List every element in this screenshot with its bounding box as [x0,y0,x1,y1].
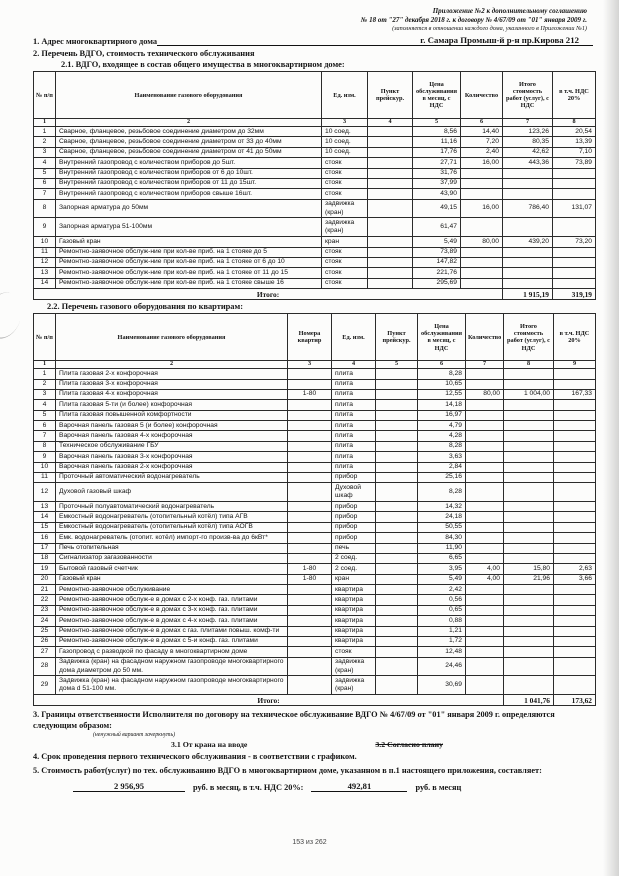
table-row: 4 Внутренний газопровод с количеством приборов до 5шт. стояк 27,71 16,00 443,36 73,89 [34,158,596,168]
table1-total-row [34,289,596,300]
common-property-table [33,71,596,300]
address-blank-line [157,45,412,46]
table-row: № п/п Наименование газового оборудования Номера квартир Ед. изм. Пункт прейскур. Цена обслуживания в месяц, с НДС Количество Итого стоимость работ (услуг), с НДС в т.ч. НДС 20% [34,314,596,361]
header-line-1: Приложение №2 к дополнительному соглашению [432,7,587,15]
table-row: 8 Техническое обслуживание ГБУ плита 8,28 [34,441,596,451]
vat-cost-value: 492,81 [311,781,407,792]
header-line-3: (заполняется в отношении каждого дома, указанного в Приложении №1) [392,24,587,32]
table-row: 16 Емк. водонагреватель (отопит. котёл) импорт-го произв-ва до 6кВт* прибор 84,30 [34,533,596,543]
section3-note: (ненужный вариант зачеркнуть) [93,732,176,739]
monthly-cost-value: 2 956,95 [73,781,185,792]
table-row: 7 Внутренний газопровод с количеством приборов свыше 16шт. стояк 43,90 [34,189,596,199]
address-label: 1. Адрес многоквартирного дома [33,37,158,47]
table2-total-value: 1 041,76 [504,695,554,706]
table-row: 18 Сигнализатор загазованности 2 соед. 6,65 [34,553,596,563]
table-row: 5 Плита газовая повышенной комфортности плита 16,97 [34,410,596,420]
table-row: 27 Газопровод с разводкой по фасаду в многоквартирном доме стояк 12,48 [34,647,596,657]
vat-suffix: руб. в месяц [415,782,462,792]
section4-text: 4. Срок проведения первого технического обслуживания - в соответствии с графиком. [33,752,357,762]
table-row: 23 Ремонтно-заявочное обслуж-е в домах с 3-х конф. газ. плитами квартира 0,65 [34,605,596,615]
table-row: 2 Сварное, фланцевое, резьбовое соединение диаметром от 33 до 40мм 10 соед. 11,16 7,20 80,35 13,39 [34,137,596,147]
table-row: 6 Варочная панель газовая 5 (и более) конфорочная плита 4,79 [34,421,596,431]
table-row: 17 Печь отопительная печь 11,90 [34,543,596,553]
table-row: 3 Плита газовая 4-х конфорочная 1-80 плита 12,55 80,00 1 004,00 167,33 [34,389,596,399]
table-row: 25 Ремонтно-заявочное обслуж-е в домах с газ. плитами повыш. комф-ти квартира 1,21 [34,626,596,636]
table1-column-numbers [34,119,596,127]
table-row: 13 Проточный полуавтоматический водонагреватель прибор 14,32 [34,502,596,512]
table-row: 1 Плита газовая 2-х конфорочная плита 8,28 [34,369,596,379]
table-row: 11 Проточный автоматический водонагреватель прибор 25,16 [34,472,596,482]
document-header [33,7,593,32]
header-line-2: № 18 от "27" декабря 2018 г. к договору № 4/67/09 от "01" января 2009 г. [360,15,587,24]
table1-total-vat: 319,19 [553,289,596,300]
table1-total-value: 1 915,19 [503,289,553,300]
section2-2-title: 2.2. Перечень газового оборудования по квартирам: [47,302,243,312]
table-row: 5 Внутренний газопровод с количеством приборов от 6 до 10шт. стояк 31,76 [34,168,596,178]
section3-options [33,740,593,749]
section2-title: 2. Перечень ВДГО, стоимость технического обслуживания [33,49,255,59]
table-row: 26 Ремонтно-заявочное обслуж-е в домах с 5-и конф. газ. плитами квартира 1,72 [34,636,596,646]
table-row: 1 2 3 4 5 6 7 8 [34,119,596,127]
table2-total-vat: 173,62 [554,695,596,706]
table-row: 24 Ремонтно-заявочное обслуж-е в домах с 4-х конф. газ. плитами квартира 0,88 [34,616,596,626]
address-value: г. Самара Промыш-й р-н пр.Кирова 212 [412,35,593,46]
table2-body [34,369,596,695]
table-row: 6 Внутренний газопровод с количеством приборов от 11 до 15шт. стояк 37,99 [34,178,596,188]
table2-header [34,314,596,361]
table-row: № п/п Наименование газового оборудования Ед. изм. Пункт прейскур. Цена обслуживания в месяц, с НДС Количество Итого стоимость работ (услуг), с НДС в т.ч. НДС 20% [34,72,596,119]
table-row: 28 Задвижка (кран) на фасадном наружном газопроводе многоквартирного дома диаметром до 50 мм. задвижка (кран) 24,46 [34,657,596,676]
section5-text: 5. Стоимость работ(услуг) по тех. обслуживанию ВДГО в многоквартирном доме, указанном в п.1 настоящего приложения, составляет: [33,765,542,775]
table-row: 14 Емкостный водонагреватель (отопительный котёл) типа АГВ прибор 24,18 [34,512,596,522]
table-row: 19 Бытовой газовый счетчик 1-80 2 соед. 3,95 4,00 15,80 2,63 [34,564,596,574]
table-row: 1 2 3 4 5 6 7 8 9 [34,361,596,369]
table-row: 14 Ремонтно-заявочное обслуж-ние при кол-ве приб. на 1 стояке свыше 16 стояк 295,69 [34,278,596,288]
table2-total-label: Итого: [34,695,504,706]
table-row: 10 Газовый кран кран 5,49 80,00 439,20 73,20 [34,237,596,247]
table2-total-row [34,695,596,706]
address-line [33,35,593,46]
table-row: 12 Ремонтно-заявочное обслуж-ние при кол-ве приб. на 1 стояке от 6 до 10 стояк 147,82 [34,257,596,267]
table-row: 29 Задвижка (кран) на фасадном наружном газопроводе многоквартирного дома d 51-100 мм. задвижка (кран) 30,69 [34,676,596,695]
table-row: 1 Сварное, фланцевое, резьбовое соединение диаметром до 32мм 10 соед. 8,56 14,40 123,26 20,54 [34,127,596,137]
table1-body [34,127,596,289]
cost-suffix: руб. в месяц, в т.ч. НДС 20%: [193,782,304,792]
table-row: 10 Варочная панель газовая 2-х конфорочная плита 2,84 [34,462,596,472]
option-3-1: 3.1 От крана на вводе [171,740,248,750]
table-row: 11 Ремонтно-заявочное обслуж-ние при кол-ве приб. на 1 стояке до 5 стояк 73,89 [34,247,596,257]
table1-header [34,72,596,119]
page-number: 153 из 262 [292,839,327,846]
table-row: 22 Ремонтно-заявочное обслуж-е в домах с 2-х конф. газ. плитами квартира 0,56 [34,595,596,605]
table-row: 9 Запорная арматура 51-100мм задвижка (кран) 61,47 [34,218,596,237]
table-row: 20 Газовый кран 1-80 кран 5,49 4,00 21,96 3,66 [34,574,596,584]
table1-total-label: Итого: [34,289,503,300]
table-row: 21 Ремонтно-заявочное обслуживание квартира 2,42 [34,585,596,595]
table-row: 2 Плита газовая 3-х конфорочная плита 10,65 [34,379,596,389]
table2-column-numbers [34,361,596,369]
table-row: 9 Варочная панель газовая 3-х конфорочная плита 3,63 [34,452,596,462]
cost-amount-line [33,781,593,792]
table-row: 3 Сварное, фланцевое, резьбовое соединение диаметром от 41 до 50мм 10 соед. 17,76 2,40 42,62 7,10 [34,147,596,157]
section2-1-title: 2.1. ВДГО, входящее в состав общего имущества в многоквартирном доме: [61,60,345,70]
table-row: 13 Ремонтно-заявочное обслуж-ние при кол-ве приб. на 1 стояке от 11 до 15 стояк 221,76 [34,268,596,278]
section3-text: 3. Границы ответственности Исполнителя по договору на техническое обслуживание ВДГО № 4/67/09 от "01" января 2009 г. определяются следующим образом: [33,710,555,730]
table-row: 4 Плита газовая 5-ти (и более) конфорочная плита 14,18 [34,400,596,410]
option-3-2-struck: 3.2 Согласно плану [375,740,444,750]
apartment-equipment-table [33,313,596,706]
table-row: 8 Запорная арматура до 50мм задвижка (кран) 49,15 16,00 786,40 131,07 [34,199,596,218]
table-row: 7 Варочная панель газовая 4-х конфорочная плита 4,28 [34,431,596,441]
table-row: 15 Емкостный водонагреватель (отопительный котёл) типа АОГВ прибор 50,55 [34,522,596,532]
table-row: 12 Духовой газовый шкаф Духовой шкаф 8,28 [34,483,596,502]
